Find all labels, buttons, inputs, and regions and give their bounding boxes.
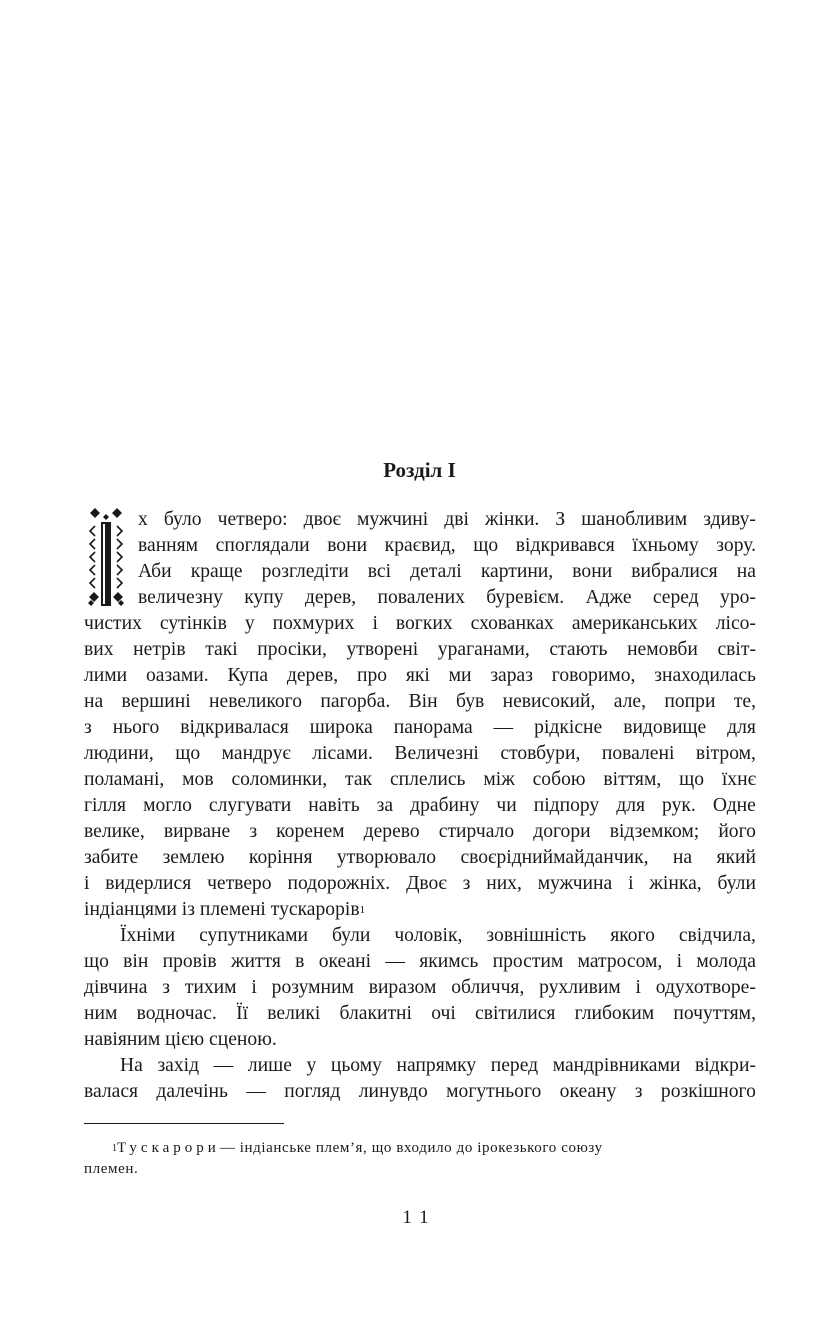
footnote-text: — індіанське плем’я, що входило до ірокезького союзу xyxy=(219,1140,603,1156)
footnote-reference[interactable]: 1 xyxy=(359,904,366,916)
footnote-line: племен. xyxy=(84,1161,139,1177)
text-line: забите землею коріння утворювало своєрідниймайданчик, на який xyxy=(84,847,756,868)
text-line: дівчина з тихим і розумним виразом обличчя, рухливим і одухотворе- xyxy=(84,977,756,998)
text-line: з нього відкривалася широка панорама — рідкісне видовище для xyxy=(84,717,756,738)
text-line: ним водночас. Її великі блакитні очі світилися глибоким почуттям, xyxy=(84,1003,756,1024)
text-line: х було четверо: двоє мужчині дві жінки. З шанобливим здиву- xyxy=(138,509,756,530)
paragraph-1 xyxy=(84,507,756,923)
text-line: людини, що мандрує лісами. Величезні стовбури, повалені вітром, xyxy=(84,743,756,764)
footnote-marker: 1 xyxy=(112,1143,117,1154)
text-line: поламані, мов соломинки, так сплелись між собою віттям, що їхнє xyxy=(84,769,756,790)
page-number: 11 xyxy=(402,1207,437,1228)
footnote-term: Тускарори xyxy=(117,1140,220,1156)
footnote-divider xyxy=(84,1123,284,1124)
svg-text:І: І xyxy=(84,506,85,507)
body-text xyxy=(84,507,756,1105)
text-line: лими оазами. Купа дерев, про які ми зараз говоримо, знаходилась xyxy=(84,665,756,686)
paragraph-3 xyxy=(84,1053,756,1105)
text-line: що він провів життя в океані — якимсь простим матросом, і молода xyxy=(84,951,756,972)
text-line: велике, вирване з коренем дерево стирчало догори відземком; його xyxy=(84,821,756,842)
text-line-content: індіанцями із племені тускарорів xyxy=(84,899,360,920)
chapter-title: Розділ І xyxy=(383,458,456,482)
text-line: величезну купу дерев, повалених буревієм. Адже серед уро- xyxy=(138,587,756,608)
paragraph-2 xyxy=(84,923,756,1053)
text-line xyxy=(84,897,756,923)
text-line: чистих сутінків у похмурих і вогких схованках американських лісо- xyxy=(84,613,756,634)
text-line: гілля могло слугувати навіть за драбину чи підпору для рук. Одне xyxy=(84,795,756,816)
text-line: Аби краще розгледіти всі деталі картини, вони вибралися на xyxy=(138,561,756,582)
footnote-line xyxy=(84,1138,756,1159)
text-line: валася далечінь — погляд линувдо могутнього океану з розкішного xyxy=(84,1081,756,1102)
text-line: На захід — лише у цьому напрямку перед мандрівниками відкри- xyxy=(120,1055,756,1076)
text-line: навіяним цією сценою. xyxy=(84,1029,277,1050)
text-line: Їхніми супутниками були чоловік, зовнішність якого свідчила, xyxy=(120,925,756,946)
text-line: ванням споглядали вони краєвид, що відкривався їхньому зору. xyxy=(138,535,756,556)
text-line: на вершині невеликого пагорба. Він був невисокий, але, попри те, xyxy=(84,691,756,712)
text-line: і видерлися четверо подорожніх. Двоє з них, мужчина і жінка, були xyxy=(84,873,756,894)
text-line: вих нетрів такі просіки, утворені ураганами, стають немовби світ- xyxy=(84,639,756,660)
footnote xyxy=(84,1138,756,1180)
